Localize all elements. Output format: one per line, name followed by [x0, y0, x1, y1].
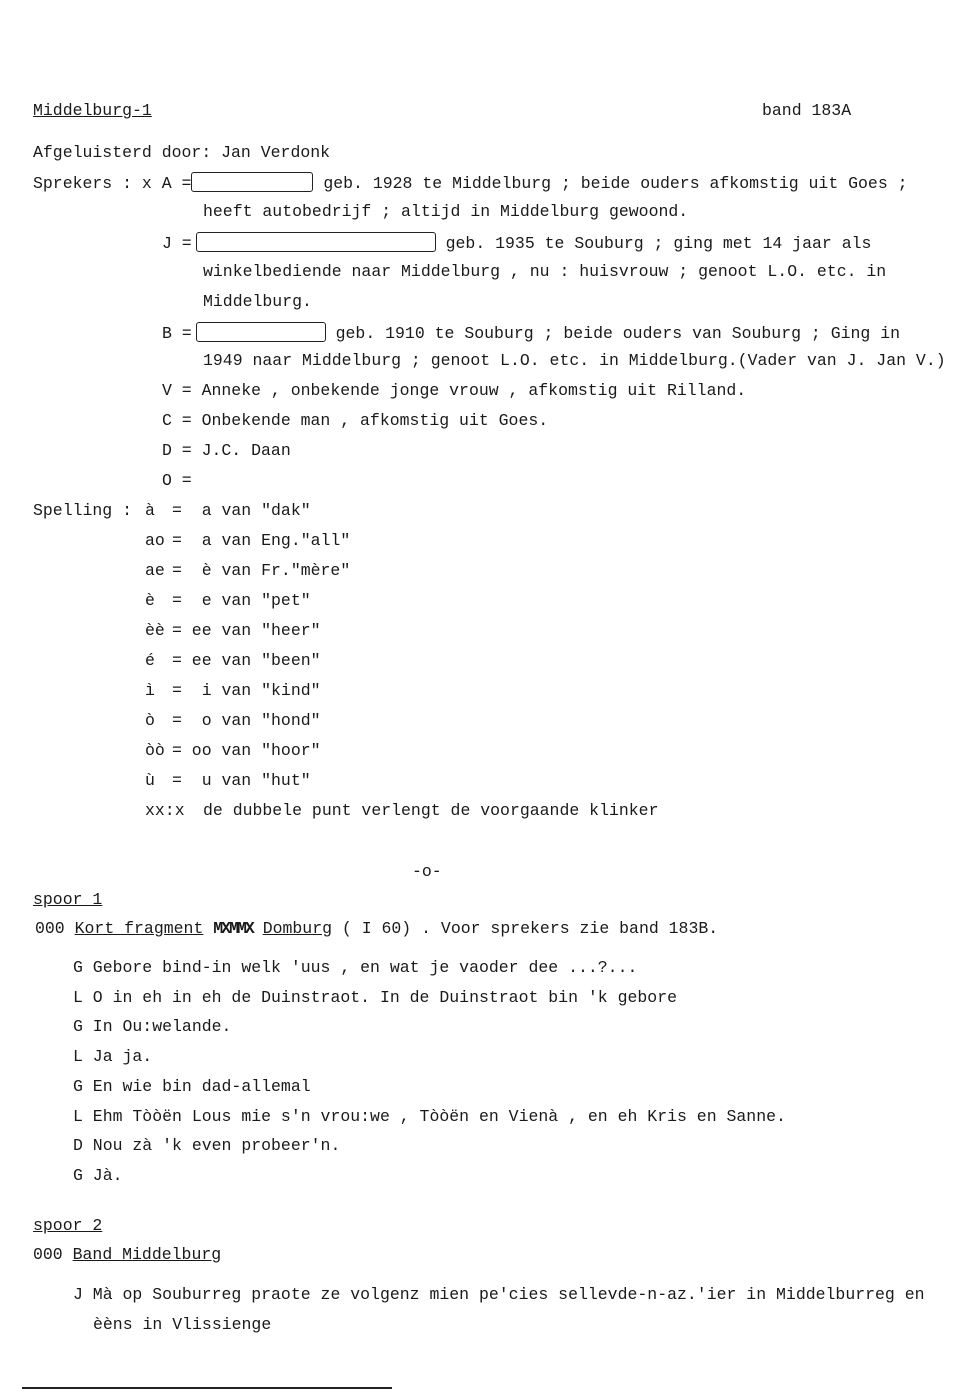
- transcript-line: G En wie bin dad-allemal: [73, 1077, 311, 1096]
- spoor-1-heading: [35, 919, 718, 939]
- spelling-value: = o van "hond": [172, 711, 321, 730]
- spelling-value: de dubbele punt verlengt de voorgaande klinker: [203, 801, 659, 820]
- spelling-value: = a van "dak": [172, 501, 311, 520]
- speaker-j-line: winkelbediende naar Middelburg , nu : huisvrouw ; genoot L.O. etc. in: [203, 262, 887, 281]
- separator: -o-: [412, 862, 442, 881]
- speaker-j: [162, 232, 871, 254]
- spelling-value: = oo van "hoor": [172, 741, 321, 760]
- spelling-label: Spelling :: [33, 501, 133, 520]
- spelling-key: è: [145, 591, 155, 610]
- transcript-line: L O in eh in eh de Duinstraot. In de Duinstraot bin 'k gebore: [73, 988, 677, 1007]
- time-code: 000: [33, 1245, 63, 1264]
- spelling-value: = u van "hut": [172, 771, 311, 790]
- speaker-j-line: geb. 1935 te Souburg ; ging met 14 jaar als: [445, 234, 872, 253]
- transcript-line: D Nou zà 'k even probeer'n.: [73, 1136, 341, 1155]
- listener: Afgeluisterd door: Jan Verdonk: [33, 143, 331, 162]
- spelling-value: = i van "kind": [172, 681, 321, 700]
- spelling-value: = è van Fr."mère": [172, 561, 351, 580]
- spelling-value: = ee van "heer": [172, 621, 321, 640]
- spelling-value: = ee van "been": [172, 651, 321, 670]
- spelling-key: ae: [145, 561, 165, 580]
- speaker-a: [33, 172, 908, 194]
- transcript-line: G Gebore bind-in welk 'uus , en wat je vaoder dee ...?...: [73, 958, 638, 977]
- speaker-b-label: B =: [162, 324, 192, 343]
- band-number: band 183A: [762, 101, 852, 120]
- transcript-line: G In Ou:welande.: [73, 1017, 232, 1036]
- band-heading: Band Middelburg: [72, 1245, 222, 1264]
- speaker-b-line: 1949 naar Middelburg ; genoot L.O. etc. in Middelburg.(Vader van J. Jan V.): [203, 351, 946, 370]
- spelling-value: = a van Eng."all": [172, 531, 351, 550]
- speakers-label: Sprekers : x A =: [33, 174, 192, 193]
- speaker-v: V = Anneke , onbekende jonge vrouw , afkomstig uit Rilland.: [162, 381, 747, 400]
- speaker-c: C = Onbekende man , afkomstig uit Goes.: [162, 411, 549, 430]
- spelling-key: òò: [145, 741, 165, 760]
- place-name: Domburg: [262, 919, 332, 938]
- transcript-line: J Mà op Souburreg praote ze volgenz mien pe'cies sellevde-n-az.'ier in Middelburreg en: [73, 1285, 925, 1304]
- spelling-key: ao: [145, 531, 165, 550]
- spelling-key: ì: [145, 681, 155, 700]
- spelling-key: é: [145, 651, 155, 670]
- spelling-key: ò: [145, 711, 155, 730]
- spoor-1-title: spoor 1: [33, 890, 103, 909]
- speaker-o: O =: [162, 471, 192, 490]
- spoor-2-title: spoor 2: [33, 1216, 103, 1235]
- fragment-label: Kort fragment: [74, 919, 204, 938]
- bottom-rule: [22, 1387, 392, 1389]
- redacted-name-box: [191, 172, 313, 192]
- transcript-line: L Ehm Tòòën Lous mie s'n vrou:we , Tòòën en Vienà , en eh Kris en Sanne.: [73, 1107, 786, 1126]
- redacted-name-box: [196, 322, 326, 342]
- document-title: Middelburg-1: [33, 101, 152, 120]
- speaker-j-line: Middelburg.: [203, 292, 312, 311]
- spoor-2-heading: [33, 1245, 221, 1265]
- spelling-key: èè: [145, 621, 165, 640]
- spelling-value: = e van "pet": [172, 591, 311, 610]
- time-code: 000: [35, 919, 65, 938]
- fragment-info: ( I 60) . Voor sprekers zie band 183B.: [332, 919, 719, 938]
- transcript-line: èèns in Vlissienge: [93, 1315, 272, 1334]
- speaker-a-line: geb. 1928 te Middelburg ; beide ouders afkomstig uit Goes ;: [323, 174, 908, 193]
- speaker-b-line: geb. 1910 te Souburg ; beide ouders van Souburg ; Ging in: [335, 324, 901, 343]
- speaker-b: [162, 322, 900, 344]
- speaker-j-label: J =: [162, 234, 192, 253]
- spelling-key: xx:x: [145, 801, 185, 820]
- struck-text: MXMMX: [213, 919, 253, 938]
- transcript-line: L Ja ja.: [73, 1047, 153, 1066]
- redacted-name-box: [196, 232, 436, 252]
- transcript-line: G Jà.: [73, 1166, 123, 1185]
- spelling-key: ù: [145, 771, 155, 790]
- speaker-a-line: heeft autobedrijf ; altijd in Middelburg gewoond.: [203, 202, 689, 221]
- speaker-d: D = J.C. Daan: [162, 441, 291, 460]
- spelling-key: à: [145, 501, 155, 520]
